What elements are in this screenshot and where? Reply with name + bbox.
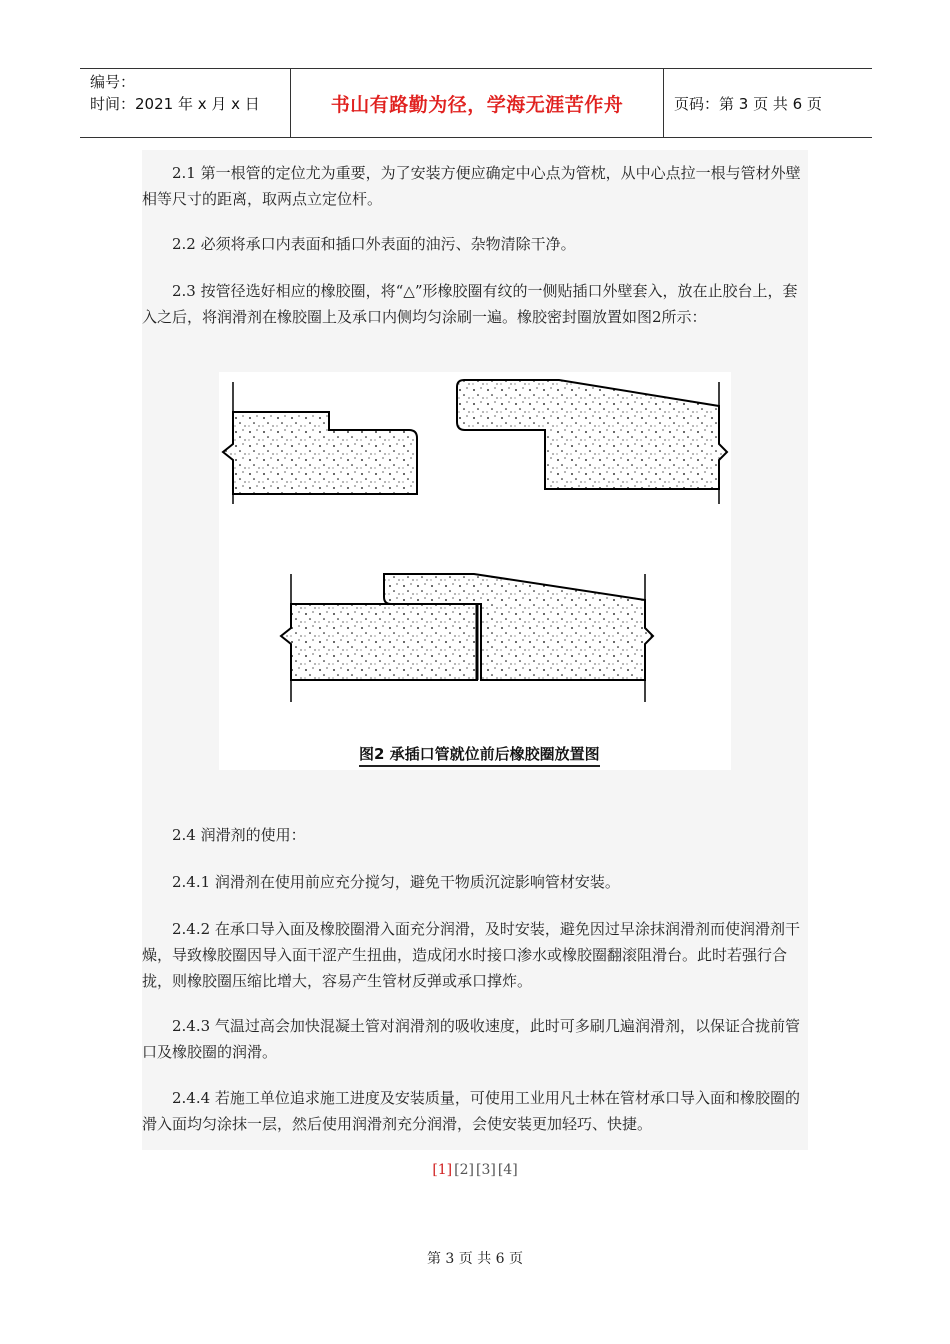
page-link-1[interactable]: [1]	[432, 1162, 453, 1178]
paragraph-2-1: 2.1 第一根管的定位尤为重要，为了安装方便应确定中心点为管枕，从中心点拉一根与管材外壁相等尺寸的距离，取两点立定位杆。	[142, 164, 801, 208]
header-right	[664, 69, 872, 137]
paragraph-2-4-4: 2.4.4 若施工单位追求施工进度及安装质量，可使用工业用凡士林在管材承口导入面和橡胶圈的滑入面均匀涂抹一层，然后使用润滑剂充分润滑，会使安装更加轻巧、快捷。	[142, 1089, 800, 1133]
paragraph-2-2: 2.2 必须将承口内表面和插口外表面的油污、杂物清除干净。	[172, 235, 576, 253]
header-middle	[291, 69, 664, 137]
socket-pipe-before	[457, 380, 727, 504]
pagination	[0, 1162, 950, 1178]
figure-2	[219, 372, 731, 770]
date-label: 时间：2021 年 x 月 x 日	[90, 95, 260, 113]
paragraph-2-4-2: 2.4.2 在承口导入面及橡胶圈滑入面充分润滑，及时安装，避免因过早涂抹润滑剂而使润滑剂干燥，导致橡胶圈因导入面干涩产生扭曲，造成闭水时接口渗水或橡胶圈翻滚阻滑台。此时若强行合拢，则橡胶圈压缩比增大，容易产生管材反弹或承口撑炸。	[142, 920, 800, 990]
page-link-2[interactable]: [2]	[454, 1162, 474, 1178]
spigot-pipe-before	[223, 382, 417, 504]
header-left	[80, 69, 291, 137]
page-footer: 第 3 页 共 6 页	[426, 1251, 524, 1267]
assembled-joint	[281, 574, 653, 702]
pipe-joint-diagram	[219, 372, 731, 770]
page-info: 页码：第 3 页 共 6 页	[674, 94, 822, 113]
paragraph-2-4-3: 2.4.3 气温过高会加快混凝土管对润滑剂的吸收速度，此时可多刷几遍润滑剂，以保证合拢前管口及橡胶圈的润滑。	[142, 1017, 800, 1061]
page-header	[80, 68, 872, 138]
motto: 书山有路勤为径，学海无涯苦作舟	[330, 93, 624, 116]
page-link-4[interactable]: [4]	[497, 1162, 518, 1178]
figure-caption: 图2 承插口管就位前后橡胶圈放置图	[359, 743, 600, 767]
paragraph-2-4-1: 2.4.1 润滑剂在使用前应充分搅匀，避免干物质沉淀影响管材安装。	[172, 873, 620, 891]
number-label: 编号：	[90, 73, 136, 91]
page-link-3[interactable]: [3]	[476, 1162, 496, 1178]
paragraph-2-3: 2.3 按管径选好相应的橡胶圈，将“△”形橡胶圈有纹的一侧贴插口外壁套入，放在止胶台上，套入之后，将润滑剂在橡胶圈上及承口内侧均匀涂刷一遍。橡胶密封圈放置如图2所示：	[142, 282, 798, 326]
paragraph-2-4: 2.4 润滑剂的使用：	[172, 826, 306, 844]
